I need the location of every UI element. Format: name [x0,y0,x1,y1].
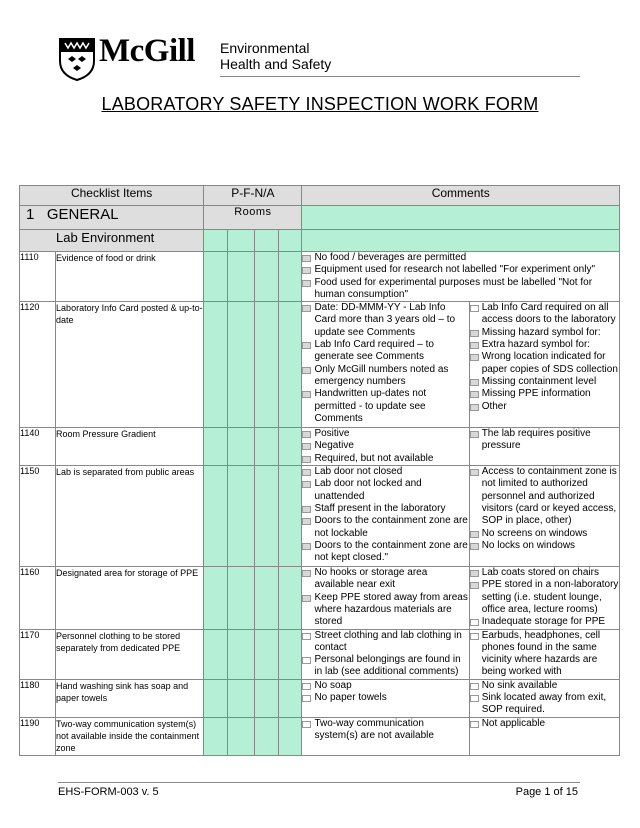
comment-option [470,567,619,579]
pfna-cell[interactable] [279,252,302,302]
comment-option [302,630,468,655]
pfna-cell[interactable] [228,428,255,466]
checkbox-icon[interactable] [302,633,311,640]
comment-text: No locks on windows [481,539,576,551]
checkbox-icon[interactable] [302,595,311,602]
comment-text: Lab Info Card required on all access doors to the laboratory [481,302,616,326]
checkbox-icon[interactable] [302,280,311,287]
checkbox-icon[interactable] [470,619,479,626]
item-description: Two-way communication system(s) not available inside the containment zone [56,717,204,755]
comment-text: No food / beverages are permitted [314,252,467,263]
comments-right [469,466,619,567]
comment-text: Two-way communication system(s) are not available [314,717,434,741]
item-description: Lab is separated from public areas [56,466,204,567]
room-cell-4[interactable] [279,230,302,252]
comment-text: Not applicable [481,717,546,729]
pfna-cell[interactable] [255,466,279,567]
mcgill-crest-icon [58,37,96,81]
checkbox-icon[interactable] [470,404,479,411]
checkbox-icon[interactable] [302,305,311,312]
pfna-cell[interactable] [255,629,279,679]
table-row [20,252,620,302]
comments-left [302,567,469,629]
comment-option [470,327,619,339]
checkbox-icon[interactable] [470,391,479,398]
pfna-cell[interactable] [279,567,302,629]
form-id: EHS-FORM-003 v. 5 [58,786,159,798]
checkbox-icon[interactable] [302,255,311,262]
item-description: Designated area for storage of PPE [56,567,204,629]
comment-option [302,440,468,452]
comment-option [302,718,468,743]
checkbox-icon[interactable] [470,531,479,538]
comment-option [302,478,468,503]
footer-divider [58,782,580,783]
comment-text: No screens on windows [481,527,588,539]
comment-text: Access to containment zone is not limited to authorized personnel and authorized visitors (card or keyed access, SOP in place, other) [481,466,617,527]
comment-text: Wrong location indicated for paper copies of SDS collection [481,351,618,375]
comment-option [470,718,619,730]
comments-left [302,302,469,428]
pfna-cell[interactable] [279,717,302,755]
department-line-1: Environmental [220,40,310,56]
comments-right [469,679,619,717]
comment-text: No paper towels [314,692,387,704]
checkbox-icon[interactable] [302,431,311,438]
pfna-cell[interactable] [279,679,302,717]
checkbox-icon[interactable] [470,582,479,589]
item-number: 1190 [20,717,56,755]
table-row [20,717,620,755]
comment-text: Lab door not closed [314,466,403,478]
comment-text: Sink located away from exit, SOP required. [481,692,607,716]
comments-right [469,567,619,629]
checkbox-icon[interactable] [302,267,311,274]
comment-option [302,466,468,478]
comment-option [470,616,619,628]
comment-text: No sink available [481,679,558,691]
item-description: Laboratory Info Card posted & up-to-date [56,302,204,428]
checkbox-icon[interactable] [302,443,311,450]
pfna-cell[interactable] [255,567,279,629]
checkbox-icon[interactable] [302,518,311,525]
comment-option [470,630,619,679]
comment-text: Positive [314,428,350,440]
comments-right [469,302,619,428]
checkbox-icon[interactable] [470,469,479,476]
pfna-cell[interactable] [204,567,228,629]
comment-text: Required, but not available [314,452,434,464]
comment-option [470,540,619,552]
comment-text: Negative [314,440,354,452]
comment-text: Food used for experimental purposes must be labelled "Not for human consumption" [314,276,593,300]
comments-left [302,629,469,679]
subsection-comments-cell[interactable] [302,230,620,252]
checkbox-icon[interactable] [302,506,311,513]
comment-option [302,364,468,389]
checkbox-icon[interactable] [470,431,479,438]
comment-text: No soap [314,679,352,691]
item-number: 1110 [20,252,56,302]
item-description: Room Pressure Gradient [56,428,204,466]
item-number: 1140 [20,428,56,466]
comment-option [302,654,468,679]
comment-option [302,277,619,302]
comment-text: Missing PPE information [481,388,591,400]
comment-option [302,339,468,364]
checkbox-icon[interactable] [302,695,311,702]
checkbox-icon[interactable] [470,683,479,690]
subsection-row [20,230,620,252]
item-description: Evidence of food or drink [56,252,204,302]
pfna-cell[interactable] [204,679,228,717]
comments-right [469,428,619,466]
comment-option [302,515,468,540]
comment-option [470,388,619,400]
checkbox-icon[interactable] [470,305,479,312]
comment-text: Doors to the containment zone are not kept closed." [314,539,468,564]
section-title [20,206,204,230]
pfna-cell[interactable] [204,252,228,302]
item-number: 1160 [20,567,56,629]
comment-option [302,302,468,339]
item-number: 1180 [20,679,56,717]
pfna-cell[interactable] [279,629,302,679]
comment-text: Missing hazard symbol for: [481,326,601,338]
pfna-cell[interactable] [204,428,228,466]
pfna-cell[interactable] [255,428,279,466]
comment-text: Street clothing and lab clothing in contact [314,629,462,653]
pfna-cell[interactable] [255,717,279,755]
comment-option [470,339,619,351]
comment-option [302,680,468,692]
item-number: 1170 [20,629,56,679]
comment-option [302,388,468,425]
comment-text: No hooks or storage area available near exit [314,567,428,591]
checkbox-icon[interactable] [470,543,479,550]
checkbox-icon[interactable] [302,342,311,349]
checkbox-icon[interactable] [302,481,311,488]
checkbox-icon[interactable] [470,379,479,386]
item-description: Personnel clothing to be stored separately from dedicated PPE [56,629,204,679]
comment-option [470,428,619,453]
comment-option [470,351,619,376]
section-row [20,206,620,230]
section-number: 1 [26,206,35,223]
comment-option [302,453,468,465]
comment-text: The lab requires positive pressure [481,428,591,452]
comment-text: Lab door not locked and unattended [314,478,422,502]
checkbox-icon[interactable] [302,657,311,664]
pfna-cell[interactable] [255,252,279,302]
header-divider [220,76,580,77]
pfna-cell[interactable] [228,302,255,428]
comment-option [302,592,468,629]
checkbox-icon[interactable] [302,469,311,476]
comment-option [470,692,619,717]
pfna-cell[interactable] [255,302,279,428]
table-row [20,466,620,567]
comment-option [302,567,468,592]
room-cell-1[interactable] [204,230,228,252]
table-row [20,302,620,428]
checkbox-icon[interactable] [302,570,311,577]
pfna-cell[interactable] [228,679,255,717]
section-name: GENERAL [46,206,119,223]
comment-text: Equipment used for research not labelled "For experiment only" [314,264,596,276]
checkbox-icon[interactable] [470,570,479,577]
item-description: Hand washing sink has soap and paper towels [56,679,204,717]
department-line-2: Health and Safety [220,56,332,72]
comments-cell [302,252,620,302]
item-number: 1120 [20,302,56,428]
checkbox-icon[interactable] [470,633,479,640]
pfna-cell[interactable] [279,466,302,567]
comment-text: Keep PPE stored away from areas where hazardous materials are stored [314,591,468,628]
table-header-row [20,186,620,206]
pfna-cell[interactable] [279,302,302,428]
checkbox-icon[interactable] [302,683,311,690]
comment-option [302,540,468,565]
comments-left [302,428,469,466]
comment-text: Date: DD-MMM-YY - Lab Info Card more than 3 years old – to update see Comments [314,302,456,338]
pfna-cell[interactable] [204,302,228,428]
comment-text: Earbuds, headphones, cell phones found in the same vicinity where hazards are being worked with [481,629,601,678]
comment-text: Lab Info Card required – to generate see Comments [314,339,434,363]
pfna-cell[interactable] [228,629,255,679]
checkbox-icon[interactable] [302,456,311,463]
table-row [20,567,620,629]
comments-left [302,717,469,755]
comments-left [302,679,469,717]
comment-text: Staff present in the laboratory [314,502,446,514]
comment-option [470,302,619,327]
room-cell-3[interactable] [255,230,279,252]
comments-right [469,717,619,755]
pfna-cell[interactable] [279,428,302,466]
checklist-table [19,185,620,756]
comment-text: Inadequate storage for PPE [481,616,606,628]
checkbox-icon[interactable] [470,354,479,361]
pfna-cell[interactable] [228,252,255,302]
comment-text: Doors to the containment zone are not lockable [314,515,468,539]
comment-option [470,579,619,616]
comment-option [302,264,619,276]
subsection-title: Lab Environment [20,230,204,252]
pfna-cell[interactable] [228,717,255,755]
header-checklist-items: Checklist Items [20,186,204,206]
pfna-cell[interactable] [204,629,228,679]
comment-option [470,528,619,540]
comment-text: Only McGill numbers noted as emergency numbers [314,363,449,387]
comment-option [302,503,468,515]
comment-option [470,376,619,388]
pfna-cell[interactable] [204,466,228,567]
comment-option [470,401,619,413]
header-comments: Comments [302,186,620,206]
comment-text: PPE stored in a non-laboratory setting (i.e. student lounge, office area, lecture rooms) [481,579,619,615]
comment-option [302,252,619,264]
checkbox-icon[interactable] [302,367,311,374]
rooms-label: Rooms [204,206,302,230]
comments-left [302,466,469,567]
comment-text: Lab coats stored on chairs [481,567,599,579]
comment-option [302,692,468,704]
comment-option [470,466,619,527]
table-row [20,679,620,717]
item-number: 1150 [20,466,56,567]
room-cell-2[interactable] [228,230,255,252]
pfna-cell[interactable] [255,679,279,717]
comment-text: Personal belongings are found in in lab (see additional comments) [314,654,461,678]
mcgill-wordmark: McGill [99,33,195,69]
comment-text: Missing containment level [481,375,597,387]
comment-text: Extra hazard symbol for: [481,339,591,351]
checkbox-icon[interactable] [470,695,479,702]
checkbox-icon[interactable] [302,543,311,550]
table-row [20,629,620,679]
table-row [20,428,620,466]
comment-option [470,680,619,692]
checkbox-icon[interactable] [470,721,479,728]
pfna-cell[interactable] [228,466,255,567]
header-pfna: P-F-N/A [204,186,302,206]
checkbox-icon[interactable] [302,721,311,728]
page-title: LABORATORY SAFETY INSPECTION WORK FORM [101,94,539,114]
comments-right [469,629,619,679]
checkbox-icon[interactable] [470,330,479,337]
pfna-cell[interactable] [204,717,228,755]
checkbox-icon[interactable] [302,391,311,398]
comment-text: Handwritten up-dates not permitted - to update see Comments [314,388,427,424]
page-number: Page 1 of 15 [515,786,578,798]
department-name [220,40,331,72]
comment-option [302,428,468,440]
checkbox-icon[interactable] [470,342,479,349]
section-comments-cell[interactable] [302,206,620,230]
comment-text: Other [481,400,507,412]
pfna-cell[interactable] [228,567,255,629]
